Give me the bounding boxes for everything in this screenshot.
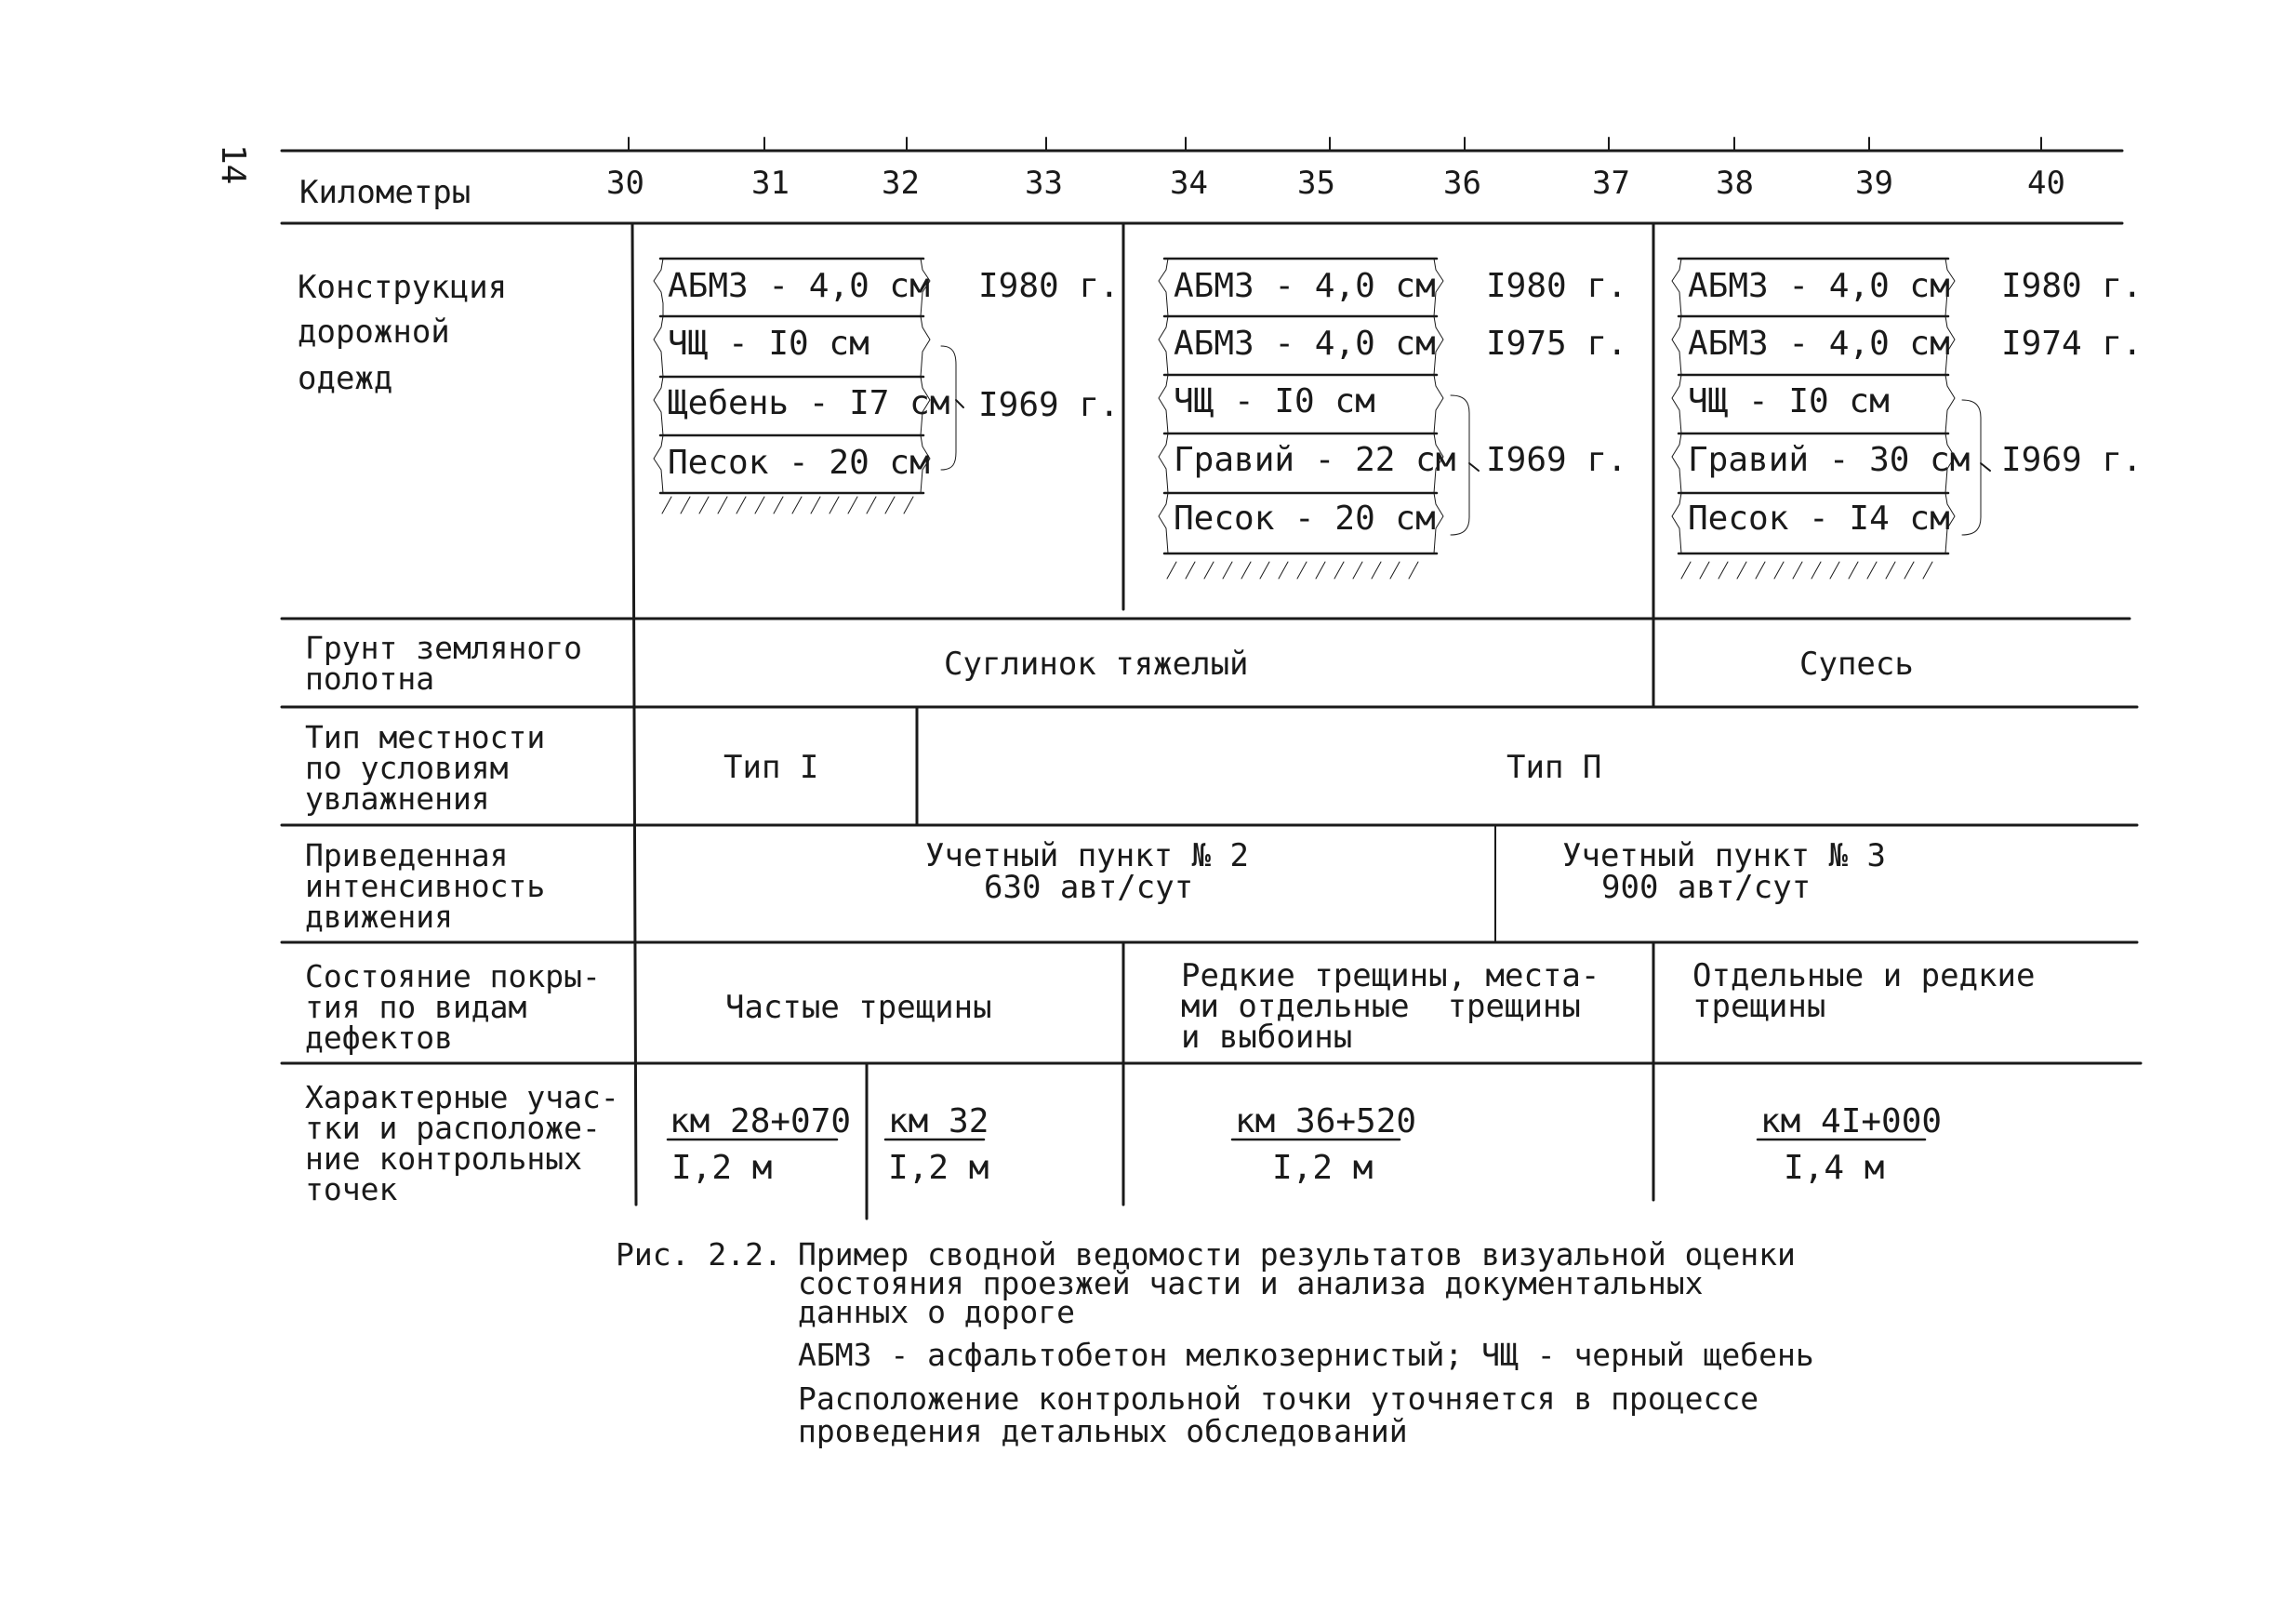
terrain-value: Тип П <box>1506 749 1602 786</box>
control-point-km: км 4I+000 <box>1760 1102 1943 1140</box>
km-tick-label: 32 <box>882 165 920 202</box>
row-label-construction: дорожной <box>298 313 450 351</box>
row-label-condition: дефектов <box>305 1020 453 1056</box>
figure-caption-prefix: Рис. 2.2. <box>616 1236 782 1273</box>
year-label: I969 г. <box>1486 441 1627 479</box>
layer-label: АБМЗ - 4,0 см <box>668 267 930 305</box>
terrain-value: Тип I <box>723 749 819 786</box>
row-label-condition: тия по видам <box>305 989 527 1025</box>
figure-caption-title: данных о дороге <box>798 1294 1076 1330</box>
control-point-note: Расположение контрольной точки уточняется в процессе <box>798 1380 1759 1417</box>
row-label-construction: одежд <box>298 360 393 397</box>
traffic-point-name: Учетный пункт № 3 <box>1562 837 1886 874</box>
row-label-terrain: Тип местности <box>305 719 546 755</box>
figure-caption-title: состояния проезжей части и анализа документальных <box>798 1265 1704 1301</box>
control-point-depth: I,2 м <box>888 1149 989 1187</box>
layer-label: Гравий - 22 см <box>1174 441 1456 479</box>
layer-label: Гравий - 30 см <box>1688 441 1971 479</box>
header-label: Километры <box>299 174 471 211</box>
layer-label: ЧЩ - I0 см <box>1688 382 1890 420</box>
layer-label: АБМЗ - 4,0 см <box>1688 267 1950 305</box>
km-tick-label: 38 <box>1716 165 1754 202</box>
control-point-depth: I,4 м <box>1784 1149 1885 1187</box>
year-label: I975 г. <box>1486 325 1627 363</box>
control-point-depth: I,2 м <box>1272 1149 1374 1187</box>
row-label-soil: полотна <box>305 660 435 697</box>
control-point-km: км 28+070 <box>670 1102 852 1140</box>
km-tick-label: 40 <box>2027 165 2065 202</box>
km-tick-label: 31 <box>751 165 790 202</box>
km-tick-label: 39 <box>1855 165 1893 202</box>
layer-label: Песок - 20 см <box>668 444 930 482</box>
layer-label: ЧЩ - I0 см <box>1174 382 1375 420</box>
row-label-condition: Состояние покры- <box>305 958 601 994</box>
year-label: I980 г. <box>2001 267 2143 305</box>
condition-value: ми отдельные трещины <box>1181 988 1581 1025</box>
km-tick-label: 33 <box>1025 165 1063 202</box>
layer-label: АБМЗ - 4,0 см <box>1174 267 1436 305</box>
control-point-km: км 32 <box>888 1102 989 1140</box>
condition-value: трещины <box>1692 988 1826 1025</box>
layer-label: ЧЩ - I0 см <box>668 325 869 363</box>
control-point-km: км 36+520 <box>1235 1102 1417 1140</box>
year-label: I980 г. <box>978 267 1120 305</box>
row-label-traffic: интенсивность <box>305 868 546 904</box>
year-label: I969 г. <box>978 386 1120 424</box>
km-tick-label: 35 <box>1297 165 1335 202</box>
year-label: I974 г. <box>2001 325 2143 363</box>
row-label-sites: Характерные учас- <box>305 1079 619 1115</box>
soil-value: Супесь <box>1799 646 1914 683</box>
figure-caption-title: Пример сводной ведомости результатов визуальной оценки <box>798 1236 1796 1273</box>
row-label-sites: тки и расположе- <box>305 1110 601 1146</box>
row-label-terrain: по условиям <box>305 750 509 786</box>
km-tick-label: 36 <box>1443 165 1481 202</box>
row-label-traffic: движения <box>305 899 453 935</box>
condition-value: Частые трещины <box>725 989 992 1026</box>
layer-label: Песок - 20 см <box>1174 500 1436 538</box>
traffic-point-value: 630 авт/сут <box>984 869 1194 906</box>
soil-value: Суглинок тяжелый <box>944 646 1249 683</box>
abbreviation-note: АБМЗ - асфальтобетон мелкозернистый; ЧЩ - черный щебень <box>798 1337 1814 1373</box>
year-label: I969 г. <box>2001 441 2143 479</box>
condition-value: Редкие трещины, места- <box>1181 957 1600 994</box>
row-label-sites: ние контрольных <box>305 1140 583 1177</box>
km-tick-label: 30 <box>606 165 644 202</box>
traffic-point-value: 900 авт/сут <box>1601 869 1812 906</box>
km-tick-label: 37 <box>1592 165 1630 202</box>
control-point-depth: I,2 м <box>671 1149 773 1187</box>
km-tick-label: 34 <box>1170 165 1208 202</box>
layer-label: Щебень - I7 см <box>668 384 950 422</box>
control-point-note: проведения детальных обследований <box>798 1413 1408 1449</box>
layer-label: АБМЗ - 4,0 см <box>1688 325 1950 363</box>
condition-value: Отдельные и редкие <box>1692 957 2036 994</box>
traffic-point-name: Учетный пункт № 2 <box>925 837 1249 874</box>
page-number: 14 <box>214 144 252 185</box>
row-label-soil: Грунт земляного <box>305 630 583 666</box>
condition-value: и выбоины <box>1181 1019 1353 1056</box>
row-label-construction: Конструкция <box>298 269 508 306</box>
row-label-terrain: увлажнения <box>305 780 490 817</box>
row-label-traffic: Приведенная <box>305 837 509 873</box>
layer-label: АБМЗ - 4,0 см <box>1174 325 1436 363</box>
layer-label: Песок - I4 см <box>1688 500 1950 538</box>
year-label: I980 г. <box>1486 267 1627 305</box>
row-label-sites: точек <box>305 1171 398 1207</box>
